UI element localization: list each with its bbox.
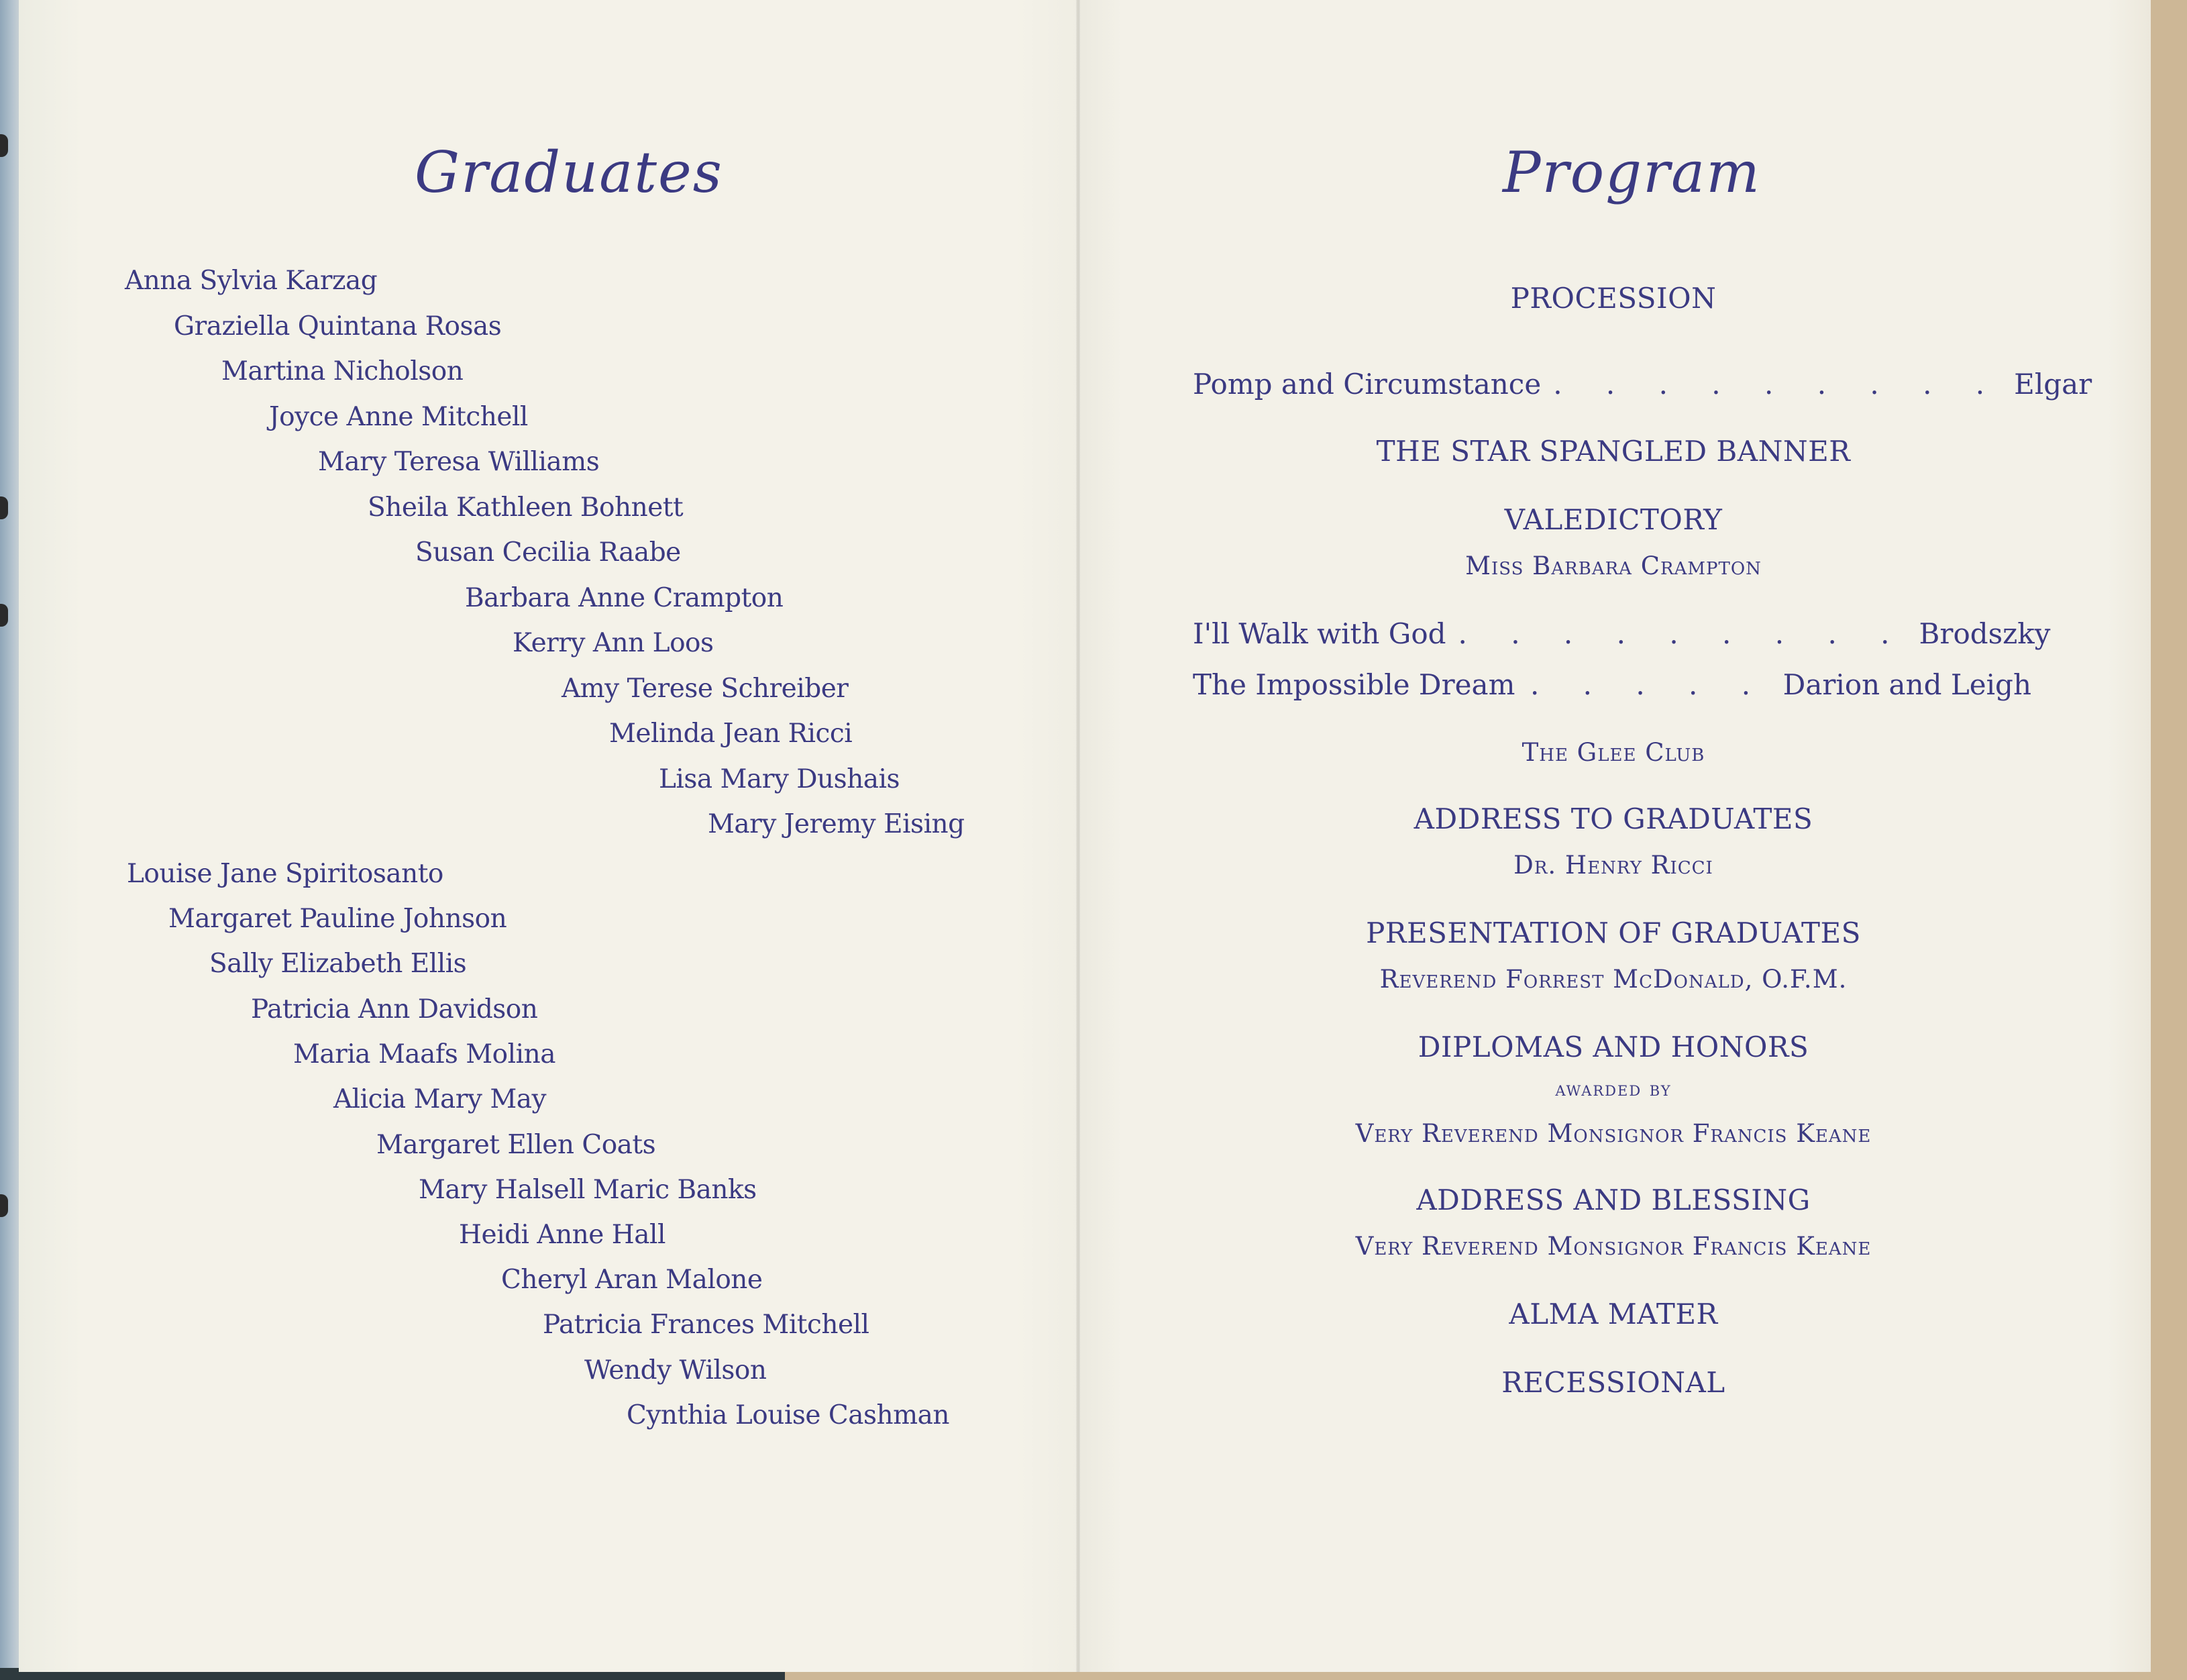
graduates-title: Graduates: [415, 140, 723, 205]
graduate-name: Heidi Anne Hall: [459, 1220, 665, 1250]
piece-title: The Impossible Dream: [1193, 668, 1515, 701]
program-item-song-two: [1193, 668, 2031, 701]
graduate-name: Patricia Ann Davidson: [251, 994, 538, 1025]
graduate-name: Anna Sylvia Karzag: [125, 266, 378, 296]
blesser-name: Very Reverend Monsignor Francis Keane: [1355, 1232, 1872, 1261]
right-page: [1079, 0, 2151, 1672]
awarder-name: Very Reverend Monsignor Francis Keane: [1355, 1119, 1872, 1148]
program-item-song-one: [1193, 617, 2051, 650]
alma-mater-heading: ALMA MATER: [1509, 1298, 1718, 1330]
valedictorian-name: Miss Barbara Crampton: [1465, 552, 1762, 580]
anthem-heading: THE STAR SPANGLED BANNER: [1376, 435, 1851, 468]
graduate-name: Wendy Wilson: [584, 1355, 767, 1385]
graduate-name: Louise Jane Spiritosanto: [127, 859, 443, 889]
graduate-name: Sally Elizabeth Ellis: [209, 949, 467, 979]
graduate-name: Graziella Quintana Rosas: [174, 311, 502, 342]
procession-heading: PROCESSION: [1510, 282, 1717, 315]
graduate-name: Alicia Mary May: [333, 1084, 547, 1114]
binding-notch: [0, 496, 8, 519]
graduate-name: Margaret Ellen Coats: [376, 1130, 656, 1160]
graduate-name: Mary Teresa Williams: [318, 447, 600, 477]
binding-notch: [0, 604, 8, 627]
presenter-name: Reverend Forrest McDonald, O.F.M.: [1379, 965, 1848, 994]
program-item-pomp: [1193, 368, 2092, 401]
graduate-name: Cheryl Aran Malone: [501, 1265, 763, 1295]
graduate-name: Amy Terese Schreiber: [562, 674, 849, 704]
piece-composer: Elgar: [2014, 368, 2092, 401]
binding-notch: [0, 1194, 8, 1217]
graduate-name: Mary Halsell Maric Banks: [419, 1175, 757, 1205]
graduate-name: Barbara Anne Crampton: [465, 583, 784, 613]
leader-dots: . . . . . . . . .: [1458, 617, 1907, 650]
graduate-name: Mary Jeremy Eising: [708, 809, 965, 839]
graduate-name: Sheila Kathleen Bohnett: [368, 492, 684, 523]
graduate-name: Cynthia Louise Cashman: [627, 1400, 949, 1430]
piece-title: I'll Walk with God: [1193, 617, 1446, 650]
piece-title: Pomp and Circumstance: [1193, 368, 1542, 401]
awarded-by-label: awarded by: [1555, 1078, 1672, 1101]
graduate-name: Lisa Mary Dushais: [659, 764, 900, 794]
piece-composer: Darion and Leigh: [1782, 668, 2031, 701]
presentation-heading: PRESENTATION OF GRADUATES: [1366, 916, 1861, 949]
leader-dots: . . . . . . . . .: [1553, 368, 2003, 401]
address-speaker: Dr. Henry Ricci: [1513, 851, 1713, 880]
blessing-heading: ADDRESS AND BLESSING: [1416, 1184, 1811, 1216]
center-fold: [1076, 0, 1080, 1672]
leader-dots: . . . . .: [1530, 668, 1768, 701]
program-title: Program: [1503, 140, 1761, 205]
graduate-name: Martina Nicholson: [221, 356, 464, 386]
graduate-name: Joyce Anne Mitchell: [269, 402, 528, 432]
graduate-name: Patricia Frances Mitchell: [543, 1310, 869, 1340]
binding-notch: [0, 134, 8, 157]
graduate-name: Melinda Jean Ricci: [609, 719, 853, 749]
graduate-name: Maria Maafs Molina: [293, 1039, 555, 1069]
diplomas-heading: DIPLOMAS AND HONORS: [1418, 1031, 1809, 1063]
graduate-name: Kerry Ann Loos: [513, 628, 714, 658]
glee-club-label: The Glee Club: [1522, 738, 1705, 767]
recessional-heading: RECESSIONAL: [1501, 1366, 1725, 1399]
valedictory-heading: VALEDICTORY: [1504, 503, 1723, 536]
address-heading: ADDRESS TO GRADUATES: [1413, 802, 1813, 835]
graduate-name: Margaret Pauline Johnson: [168, 904, 507, 934]
graduate-name: Susan Cecilia Raabe: [415, 537, 681, 568]
piece-composer: Brodszky: [1919, 617, 2051, 650]
